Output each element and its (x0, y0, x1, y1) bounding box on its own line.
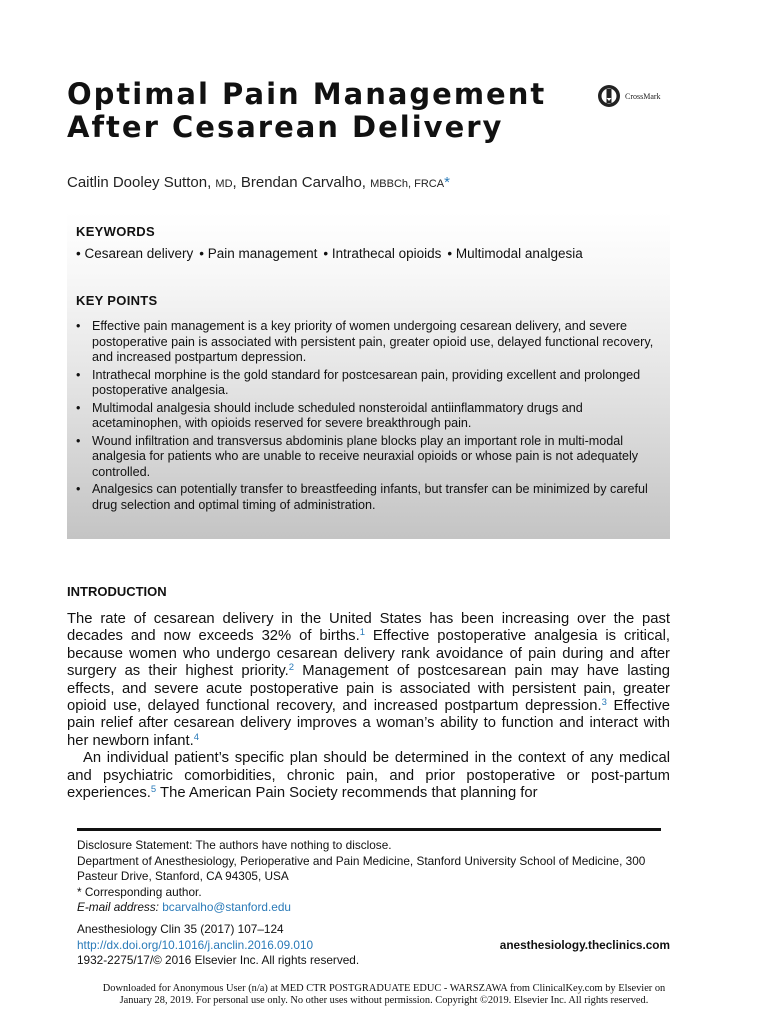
footnotes (77, 838, 677, 916)
key-point-item: • Wound infiltration and transversus abdominis plane blocks play an important role in multi-modal analgesia for patients who are unable to receive neuraxial opioids or whose pain is not adequately controlled. (76, 434, 658, 481)
keyword-item: • Cesarean delivery (76, 246, 193, 261)
introduction-body (67, 611, 670, 802)
author-line (67, 174, 450, 191)
disclosure-statement: Disclosure Statement: The authors have nothing to disclose. (77, 838, 392, 852)
keyword-item: • Multimodal analgesia (447, 246, 582, 261)
keywords-list (76, 246, 589, 261)
reference-link[interactable]: 4 (193, 731, 199, 743)
email-line (77, 900, 677, 916)
download-notice-line-2: January 28, 2019. For personal use only. No other uses without permission. Copyright ©2019. Elsevier Inc. All rights reserved. (119, 995, 649, 1006)
download-notice-line-1: Downloaded for Anonymous User (n/a) at MED CTR POSTGRADUATE EDUC - WARSZAWA from ClinicalKey.com by Elsevier on (102, 983, 666, 994)
crossmark-icon (597, 84, 621, 108)
intro-paragraph-2 (67, 750, 670, 802)
copyright-line: 1932-2275/17/© 2016 Elsevier Inc. All rights reserved. (77, 953, 360, 967)
reference-link[interactable]: 1 (359, 627, 365, 639)
reference-link[interactable]: 5 (150, 784, 157, 796)
author-2-degree: MBBCh, FRCA (370, 178, 445, 190)
intro-text: Effective postoperative analgesia is critical, because women who undergo cesarean delivery rank avoidance of pain during and after surgery as their highest priority. (67, 628, 670, 680)
key-points-heading: KEY POINTS (76, 293, 158, 308)
crossmark-label: CrossMark (625, 91, 661, 101)
download-notice (0, 983, 768, 1007)
intro-text: Effective pain relief after cesarean delivery improves a woman’s ability to function and interact with her newborn infant. (67, 698, 671, 749)
intro-text: The American Pain Society recommends that planning for (156, 785, 538, 802)
email-label: E-mail address: (77, 900, 159, 914)
crossmark-badge[interactable] (597, 84, 661, 108)
intro-paragraph-1 (67, 611, 670, 750)
keyword-item: • Intrathecal opioids (323, 246, 441, 261)
journal-website-link[interactable]: anesthesiology.theclinics.com (499, 937, 670, 952)
key-points-list (76, 319, 658, 515)
introduction-heading: INTRODUCTION (67, 584, 167, 599)
title-line-1: Optimal Pain Management (67, 77, 547, 111)
doi-link[interactable]: http://dx.doi.org/10.1016/j.anclin.2016.09.010 (77, 937, 314, 952)
corresponding-author-mark[interactable]: * (444, 174, 450, 191)
key-point-item: • Effective pain management is a key priority of women undergoing cesarean delivery, and severe postoperative pain is associated with persistent pain, greater opioid use, delayed functional recovery, and increased postpartum depression. (76, 319, 658, 366)
reference-link[interactable]: 3 (601, 697, 607, 709)
citation-block (77, 922, 670, 969)
author-2-name: Brendan Carvalho, (240, 174, 366, 191)
intro-text: Management of postcesarean pain may have lasting effects, and severe acute postoperative pain is associated with persistent pain, greater opioid use, delayed functional recovery, and increased postpartum depression. (67, 663, 670, 715)
author-separator: , (232, 174, 237, 191)
citation-row (77, 938, 670, 954)
title-line-2: After Cesarean Delivery (67, 110, 504, 144)
key-point-item: • Analgesics can potentially transfer to breastfeeding infants, but transfer can be minimized by careful drug selection and optimal timing of administration. (76, 482, 658, 513)
corresponding-author-note: * Corresponding author. (77, 884, 202, 899)
author-1-degree: MD (215, 178, 233, 190)
intro-text: An individual patient’s specific plan should be determined in the context of any medical and psychiatric comorbidities, chronic pain, and prior postoperative or post-partum experiences. (67, 750, 670, 802)
key-point-item: • Intrathecal morphine is the gold standard for postcesarean pain, providing excellent and prolonged postoperative analgesia. (76, 368, 658, 399)
reference-link[interactable]: 2 (288, 662, 295, 674)
footnote-divider (77, 828, 661, 831)
key-point-item: • Multimodal analgesia should include scheduled nonsteroidal antiinflammatory drugs and acetaminophen, with opioids reserved for severe breakthrough pain. (76, 401, 658, 432)
article-title (67, 78, 546, 144)
journal-citation: Anesthesiology Clin 35 (2017) 107–124 (77, 922, 284, 936)
keyword-item: • Pain management (199, 246, 317, 261)
author-affiliation: Department of Anesthesiology, Perioperative and Pain Medicine, Stanford University School of Medicine, 300 Pasteur Drive, Stanford, CA 94305, USA (77, 853, 646, 883)
author-1-name: Caitlin Dooley Sutton, (67, 174, 212, 191)
intro-text: The rate of cesarean delivery in the United States has been increasing over the past decades and now exceeds 32% of births. (67, 611, 670, 645)
keywords-heading: KEYWORDS (76, 224, 155, 239)
email-link[interactable]: bcarvalho@stanford.edu (162, 900, 291, 914)
keywords-keypoints-box (67, 212, 670, 539)
